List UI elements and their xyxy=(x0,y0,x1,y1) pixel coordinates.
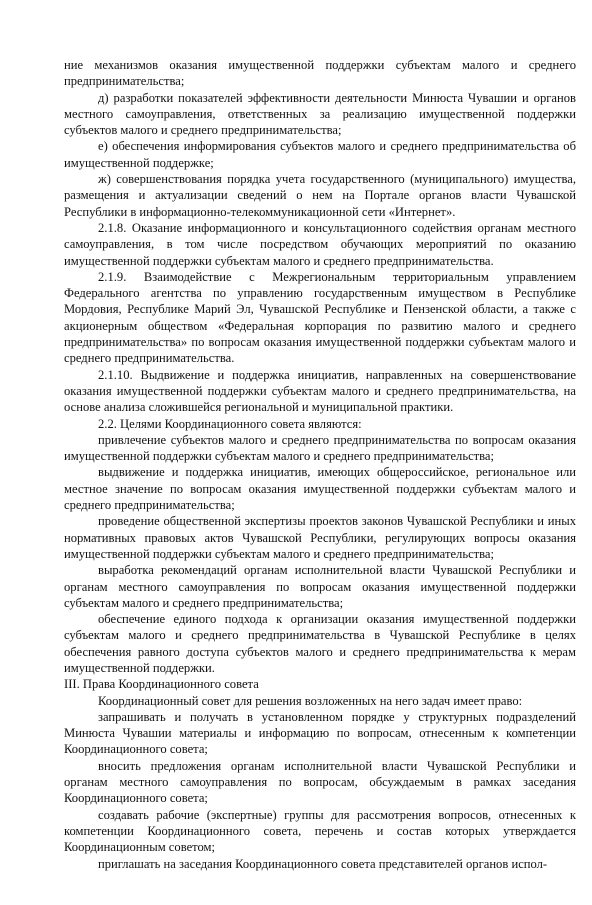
paragraph: 2.2. Целями Координационного совета являются: xyxy=(98,416,362,431)
paragraph: Координационный совет для решения возложенных на него задач имеет право: xyxy=(98,693,523,708)
paragraph: привлечение субъектов малого и среднего предпринимательства по вопросам оказания имущественной поддержки субъектам малого и среднего предпринимательства; xyxy=(64,432,576,464)
paragraph: е) обеспечения информирования субъектов малого и среднего предпринимательства об имущественной поддержке; xyxy=(64,139,576,170)
paragraph: выработка рекомендаций органам исполнительной власти Чувашской Республики и органам местного самоуправления по вопросам оказания имущественной поддержки субъектам малого и среднего предпринимательства; xyxy=(64,563,576,610)
paragraph: приглашать на заседания Координационного совета представителей органов испол- xyxy=(98,856,548,871)
paragraph: запрашивать и получать в установленном порядке у структурных подразделений Минюста Чувашии материалы и информацию по вопросам, отнесенным к компетенции Координационного совета; xyxy=(64,709,576,757)
paragraph: 2.1.10. Выдвижение и поддержка инициатив, направленных на совершенствование оказания имущественной поддержки субъектам малого и среднего предпринимательства, на основе анализа сложившейся региональной и муниципальной практики. xyxy=(64,367,576,415)
document-body-bottom xyxy=(64,693,576,872)
document-page xyxy=(64,57,576,872)
section-title: III. Права Координационного совета xyxy=(64,677,259,692)
paragraph: ние механизмов оказания имущественной поддержки субъектам малого и среднего предпринимательства; xyxy=(64,58,576,89)
paragraph: д) разработки показателей эффективности деятельности Минюста Чувашии и органов местного самоуправления, ответственных за реализацию имущественной поддержки субъектов малого и среднего предпринимательства; xyxy=(64,90,576,138)
paragraph: создавать рабочие (экспертные) группы для рассмотрения вопросов, отнесенных к компетенции Координационного совета, перечень и состав которых утверждается Координационным советом; xyxy=(64,807,576,855)
paragraph: выдвижение и поддержка инициатив, имеющих общероссийское, региональное или местное значение по вопросам оказания имущественной поддержки субъектам малого и среднего предпринимательства; xyxy=(64,465,576,513)
paragraph: ж) совершенствования порядка учета государственного (муниципального) имущества, размещения и актуализации сведений о нем на Портале органов власти Чувашской Республики в информационно-телекоммуникационной сети «Интернет». xyxy=(64,172,576,219)
paragraph: проведение общественной экспертизы проектов законов Чувашской Республики и иных нормативных правовых актов Чувашской Республики, регулирующих вопросы оказания имущественной поддержки субъектам малого и среднего предпринимательства; xyxy=(64,514,576,561)
document-body-top xyxy=(64,57,576,676)
paragraph: 2.1.8. Оказание информационного и консультационного содействия органам местного самоуправления, в том числе посредством обучающих мероприятий по оказанию имущественной поддержки субъектам малого и среднего предпринимательства. xyxy=(64,220,576,268)
paragraph: обеспечение единого подхода к организации оказания имущественной поддержки субъектам малого и среднего предпринимательства в Чувашской Республике в целях обеспечения равного доступа субъектов малого и среднего предпринимательства к мерам имущественной поддержки. xyxy=(64,612,576,675)
paragraph: вносить предложения органам исполнительной власти Чувашской Республики и органам местного самоуправления по вопросам, обсуждаемым в рамках заседания Координационного совета; xyxy=(64,758,576,806)
paragraph: 2.1.9. Взаимодействие с Межрегиональным территориальным управлением Федерального агентства по управлению государственным имуществом в Республике Мордовия, Республике Марий Эл, Чувашской Республике и Пензенской области, а также с акционерным обществом «Федеральная корпорация по развитию малого и среднего предпринимательства» по вопросам оказания имущественной поддержки субъектам малого и среднего предпринимательства. xyxy=(64,269,576,366)
